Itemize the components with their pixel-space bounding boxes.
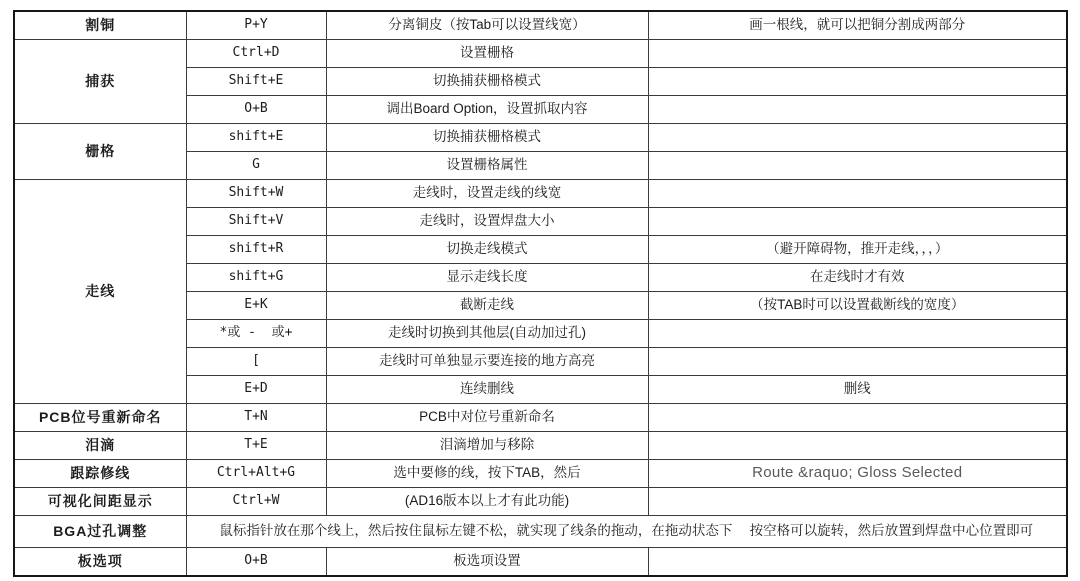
- shortcut-table: [13, 10, 1068, 577]
- note-cell: [648, 320, 1067, 348]
- note-cell: [648, 180, 1067, 208]
- note-cell: [648, 348, 1067, 376]
- category-cell: 跟踪修线: [14, 460, 186, 488]
- shortcut-cell: T+N: [186, 404, 326, 432]
- shortcut-cell: [: [186, 348, 326, 376]
- table-row: [14, 432, 1067, 460]
- shortcut-cell: Ctrl+Alt+G: [186, 460, 326, 488]
- description-cell: 切换捕获栅格模式: [326, 68, 648, 96]
- note-cell: [648, 404, 1067, 432]
- note-cell: [648, 68, 1067, 96]
- table-row: [14, 40, 1067, 68]
- shortcut-cell: E+D: [186, 376, 326, 404]
- shortcut-cell: P+Y: [186, 11, 326, 40]
- description-cell: 走线时可单独显示要连接的地方高亮: [326, 348, 648, 376]
- shortcut-cell: Shift+W: [186, 180, 326, 208]
- note-cell: [648, 208, 1067, 236]
- note-cell: 画一根线，就可以把铜分割成两部分: [648, 11, 1067, 40]
- shortcut-cell: shift+G: [186, 264, 326, 292]
- note-cell: [648, 488, 1067, 516]
- note-cell: [648, 548, 1067, 577]
- table-row: [14, 488, 1067, 516]
- shortcut-cell: Shift+V: [186, 208, 326, 236]
- shortcut-cell: G: [186, 152, 326, 180]
- shortcut-cell: shift+E: [186, 124, 326, 152]
- description-cell: 截断走线: [326, 292, 648, 320]
- shortcut-cell: Ctrl+W: [186, 488, 326, 516]
- merged-description-cell: 鼠标指针放在那个线上，然后按住鼠标左键不松，就实现了线条的拖动，在拖动状态下 按空格可以旋转，然后放置到焊盘中心位置即可: [186, 516, 1067, 548]
- note-cell: （按TAB时可以设置截断线的宽度）: [648, 292, 1067, 320]
- description-cell: 连续删线: [326, 376, 648, 404]
- category-cell: 割铜: [14, 11, 186, 40]
- shortcut-cell: shift+R: [186, 236, 326, 264]
- note-cell: Route &raquo; Gloss Selected: [648, 460, 1067, 488]
- description-cell: 泪滴增加与移除: [326, 432, 648, 460]
- category-cell: 可视化间距显示: [14, 488, 186, 516]
- table-row: [14, 548, 1067, 577]
- category-cell: 走线: [14, 180, 186, 404]
- description-cell: 设置栅格属性: [326, 152, 648, 180]
- description-cell: 选中要修的线，按下TAB，然后: [326, 460, 648, 488]
- shortcut-cell: O+B: [186, 548, 326, 577]
- description-cell: 显示走线长度: [326, 264, 648, 292]
- description-cell: 设置栅格: [326, 40, 648, 68]
- description-cell: 走线时，设置焊盘大小: [326, 208, 648, 236]
- description-cell: 走线时，设置走线的线宽: [326, 180, 648, 208]
- category-cell: 板选项: [14, 548, 186, 577]
- table-row: [14, 11, 1067, 40]
- description-cell: 切换走线模式: [326, 236, 648, 264]
- description-cell: PCB中对位号重新命名: [326, 404, 648, 432]
- note-cell: 在走线时才有效: [648, 264, 1067, 292]
- table-row: [14, 180, 1067, 208]
- category-cell: 泪滴: [14, 432, 186, 460]
- table-row: [14, 516, 1067, 548]
- note-cell: （避开障碍物，推开走线，，，）: [648, 236, 1067, 264]
- description-cell: 分离铜皮（按Tab可以设置线宽）: [326, 11, 648, 40]
- note-cell: [648, 152, 1067, 180]
- table-row: [14, 460, 1067, 488]
- description-cell: 走线时切换到其他层(自动加过孔): [326, 320, 648, 348]
- shortcut-cell: Ctrl+D: [186, 40, 326, 68]
- description-cell: (AD16版本以上才有此功能): [326, 488, 648, 516]
- description-cell: 板选项设置: [326, 548, 648, 577]
- description-cell: 调出Board Option，设置抓取内容: [326, 96, 648, 124]
- category-cell: BGA过孔调整: [14, 516, 186, 548]
- shortcut-cell: O+B: [186, 96, 326, 124]
- note-cell: [648, 40, 1067, 68]
- category-cell: PCB位号重新命名: [14, 404, 186, 432]
- note-cell: [648, 96, 1067, 124]
- description-cell: 切换捕获栅格模式: [326, 124, 648, 152]
- note-cell: [648, 432, 1067, 460]
- note-cell: [648, 124, 1067, 152]
- shortcut-cell: T+E: [186, 432, 326, 460]
- note-cell: 删线: [648, 376, 1067, 404]
- table-row: [14, 124, 1067, 152]
- table-row: [14, 404, 1067, 432]
- shortcut-cell: *或 - 或+: [186, 320, 326, 348]
- shortcut-cell: Shift+E: [186, 68, 326, 96]
- category-cell: 栅格: [14, 124, 186, 180]
- category-cell: 捕获: [14, 40, 186, 124]
- shortcut-cell: E+K: [186, 292, 326, 320]
